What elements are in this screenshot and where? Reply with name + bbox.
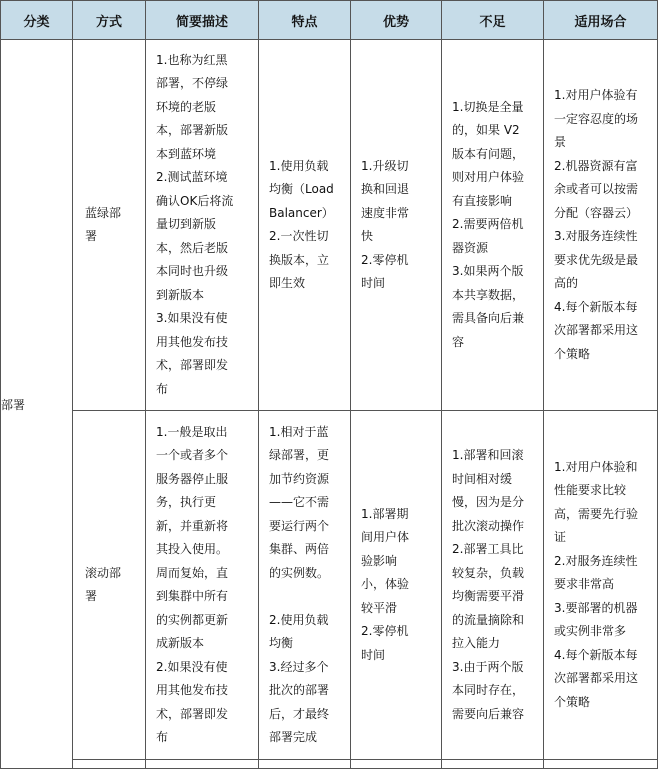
features-text: 1.使用负载 均衡（Load Balancer） 2.一次性切 换版本，立 即生效 xyxy=(269,158,334,290)
mode-text: 滚动部 署 xyxy=(85,565,122,603)
empty-cell xyxy=(442,760,544,769)
features-cell xyxy=(259,40,351,411)
header-features: 特点 xyxy=(259,1,351,40)
description-cell xyxy=(146,40,259,411)
header-mode: 方式 xyxy=(73,1,146,40)
scenarios-cell xyxy=(544,411,658,760)
description-text: 1.也称为红黑 部署，不停绿 环境的老版 本，部署新版 本到蓝环境 2.测试蓝环境 确认OK后将流 量切到新版 本，然后老版 本同时也升级 到新版本 3.如果没有使 用其他发布技 术，部署即发 布 xyxy=(156,52,234,396)
empty-cell xyxy=(544,760,658,769)
empty-cell xyxy=(73,760,146,769)
mode-cell xyxy=(73,411,146,760)
advantages-text: 1.部署期 间用户体 验影响 小，体验 较平滑 2.零停机 时间 xyxy=(361,506,410,662)
header-description: 简要描述 xyxy=(146,1,259,40)
features-cell xyxy=(259,411,351,760)
mode-cell xyxy=(73,40,146,411)
advantages-cell xyxy=(351,40,442,411)
header-scenarios: 适用场合 xyxy=(544,1,658,40)
empty-cell xyxy=(146,760,259,769)
description-text: 1.一般是取出 一个或者多个 服务器停止服 务，执行更 新，并重新将 其投入使用。 周而复始，直 到集群中所有 的实例都更新 成新版本 2.如果没有使 用其他发布技 术，部署即发 布 xyxy=(156,424,229,744)
empty-cell xyxy=(259,760,351,769)
table-row xyxy=(1,760,658,769)
category-cell: 部署 xyxy=(1,40,73,769)
weaknesses-cell xyxy=(442,40,544,411)
scenarios-text: 1.对用户体验和 性能要求比较 高，需要先行验 证 2.对服务连续性 要求非常高 3.要部署的机器 或实例非常多 4.每个新版本每 次部署都采用这 个策略 xyxy=(554,459,639,709)
scenarios-cell xyxy=(544,40,658,411)
weaknesses-cell xyxy=(442,411,544,760)
advantages-cell xyxy=(351,411,442,760)
table-row xyxy=(1,411,658,760)
features-text: 1.相对于蓝 绿部署，更 加节约资源 ——它不需 要运行两个 集群、两倍 的实例数。 2.使用负载 均衡 3.经过多个 批次的部署 后，才最终 部署完成 xyxy=(269,424,330,744)
table-row xyxy=(1,40,658,411)
weaknesses-text: 1.部署和回滚 时间相对缓 慢，因为是分 批次滚动操作 2.部署工具比 较复杂，负载 均衡需要平滑 的流量摘除和 拉入能力 3.由于两个版 本同时存在， 需要向后兼容 xyxy=(452,448,525,721)
scenarios-text: 1.对用户体验有 一定容忍度的场 景 2.机器资源有富 余或者可以按需 分配（容器云） 3.对服务连续性 要求优先级是最 高的 4.每个新版本每 次部署都采用这 个策略 xyxy=(554,88,639,361)
header-advantages: 优势 xyxy=(351,1,442,40)
header-weaknesses: 不足 xyxy=(442,1,544,40)
mode-text: 蓝绿部 署 xyxy=(85,205,122,243)
advantages-text: 1.升级切 换和回退 速度非常 快 2.零停机 时间 xyxy=(361,158,410,290)
weaknesses-text: 1.切换是全量 的，如果 V2 版本有问题， 则对用户体验 有直接影响 2.需要两倍机 器资源 3.如果两个版 本共享数据， 需具备向后兼 容 xyxy=(452,99,525,349)
description-cell xyxy=(146,411,259,760)
empty-cell xyxy=(351,760,442,769)
header-category: 分类 xyxy=(1,1,73,40)
